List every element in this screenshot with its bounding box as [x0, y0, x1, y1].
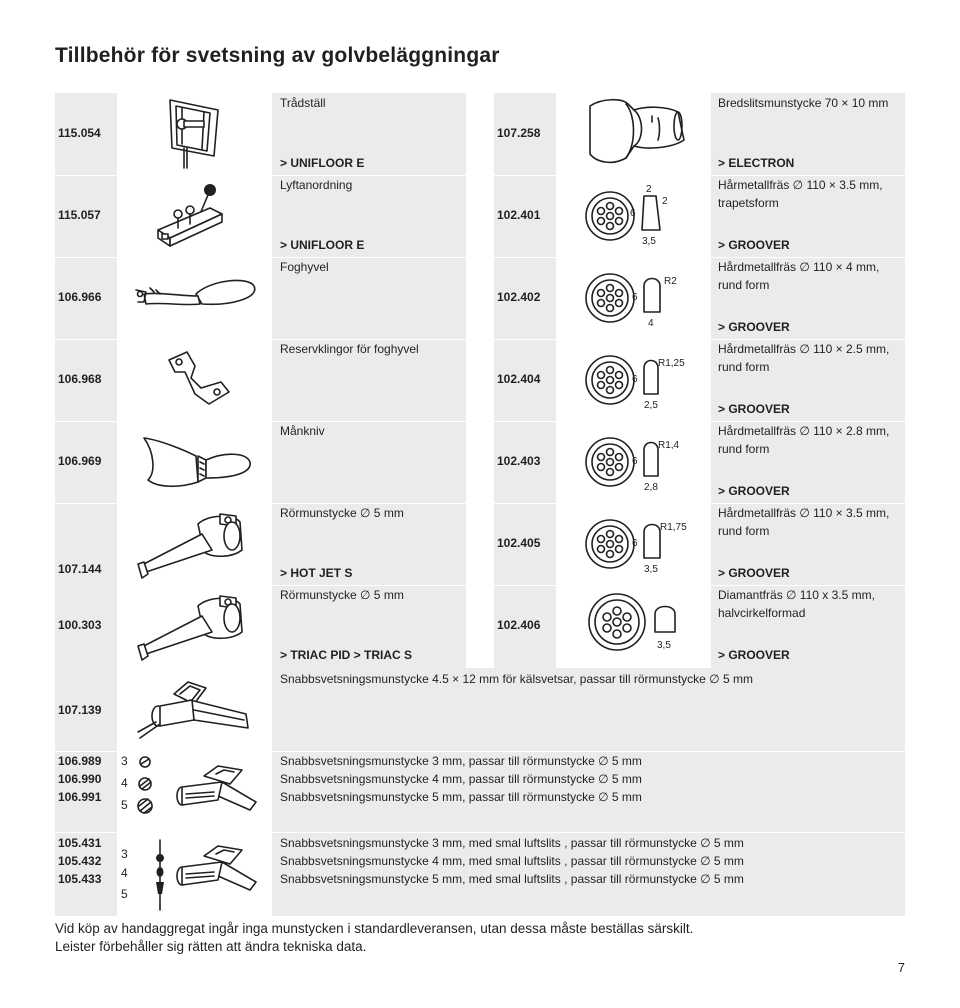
size-label: 3 [121, 754, 128, 768]
item-description: Reservklingor för foghyvel [280, 342, 419, 356]
speed-weld-nozzle-icon [170, 762, 265, 826]
lifting-device-icon [150, 180, 240, 250]
item-description: Snabbsvetsningsmunstycke 4 mm, med smal luftslits , passar till rörmunstycke ∅ 5 mm [280, 854, 744, 868]
profile-dimension: 3,5 [644, 564, 658, 575]
item-code: 107.258 [497, 126, 541, 140]
wide-slot-nozzle-icon [582, 96, 692, 172]
item-description: Hårdmetallfräs ∅ 110 × 2.5 mm, [718, 342, 890, 356]
profile-dimension: 6 [632, 292, 638, 303]
item-description-line2: rund form [718, 524, 770, 538]
compatibility-link[interactable]: > TRIAC PID > TRIAC S [280, 648, 413, 662]
profile-dimension: 3,5 [657, 640, 671, 651]
profile-dimension: R1,25 [658, 358, 685, 369]
page-number: 7 [897, 960, 905, 975]
item-code: 102.405 [497, 536, 541, 550]
profile-dimension: 6 [632, 456, 638, 467]
spare-blades-icon [165, 348, 235, 410]
item-code: 106.989 [58, 754, 102, 768]
item-description-line2: rund form [718, 442, 770, 456]
compatibility-link[interactable]: > GROOVER [718, 484, 790, 498]
item-description: Diamantfräs ∅ 110 x 3.5 mm, [718, 588, 875, 602]
item-code: 106.968 [58, 372, 102, 386]
item-description: Rörmunstycke ∅ 5 mm [280, 588, 404, 602]
cutter-disc-round-icon [580, 264, 690, 334]
item-code: 105.433 [58, 872, 102, 886]
item-description-line2: rund form [718, 360, 770, 374]
compatibility-link[interactable]: > ELECTRON [718, 156, 795, 170]
profile-dimension: 6 [632, 374, 638, 385]
item-code: 102.401 [497, 208, 541, 222]
profile-dimension: 6 [632, 538, 638, 549]
joint-plane-icon [130, 272, 260, 322]
size-label: 5 [121, 887, 128, 901]
speed-weld-nozzle-narrow-slit-icon [138, 838, 268, 914]
item-description: Månkniv [280, 424, 325, 438]
item-code: 107.144 [58, 562, 102, 576]
profile-dimension: 6 [630, 208, 636, 219]
item-code: 106.969 [58, 454, 102, 468]
item-code: 102.404 [497, 372, 541, 386]
profile-dimension: R1,4 [658, 440, 680, 451]
item-code: 102.403 [497, 454, 541, 468]
size-label: 5 [121, 798, 128, 812]
wire-stand-icon [160, 96, 230, 172]
page-title: Tillbehör för svetsning av golvbeläggningar [55, 44, 500, 67]
compatibility-link[interactable]: > UNIFLOOR E [280, 156, 365, 170]
profile-dimension: R2 [664, 276, 677, 287]
item-code: 115.057 [58, 208, 101, 222]
item-description: Snabbsvetsningsmunstycke 3 mm, passar till rörmunstycke ∅ 5 mm [280, 754, 642, 768]
item-code: 105.432 [58, 854, 102, 868]
moon-knife-icon [140, 432, 255, 494]
item-description: Hårdmetallfräs ∅ 110 × 2.8 mm, [718, 424, 890, 438]
item-code: 106.991 [58, 790, 102, 804]
speed-weld-nozzle-icon [130, 674, 260, 746]
item-description: Snabbsvetsningsmunstycke 3 mm, med smal luftslits , passar till rörmunstycke ∅ 5 mm [280, 836, 744, 850]
item-code: 107.139 [58, 703, 102, 717]
size-label: 4 [121, 776, 128, 790]
profile-dimension: 2,8 [644, 482, 658, 493]
item-code: 106.966 [58, 290, 102, 304]
tube-nozzle-icon [128, 506, 248, 584]
profile-dimension: 3,5 [642, 236, 656, 247]
item-code: 105.431 [58, 836, 102, 850]
footer-note: Leister förbehåller sig rätten att ändra tekniska data. [55, 939, 367, 954]
cutter-disc-round-icon [580, 346, 690, 416]
item-code: 100.303 [58, 618, 102, 632]
item-description: Bredslitsmunstycke 70 × 10 mm [718, 96, 889, 110]
item-description: Hårmetallfräs ∅ 110 × 3.5 mm, [718, 178, 883, 192]
cutter-disc-round-icon [580, 510, 690, 580]
item-description-line2: trapetsform [718, 196, 779, 210]
size-label: 3 [121, 847, 128, 861]
item-description-line2: halvcirkelformad [718, 606, 806, 620]
compatibility-link[interactable]: > UNIFLOOR E [280, 238, 365, 252]
cutter-disc-trapezoid-icon [580, 182, 690, 252]
item-description: Snabbsvetsningsmunstycke 5 mm, med smal luftslits , passar till rörmunstycke ∅ 5 mm [280, 872, 744, 886]
item-code: 102.402 [497, 290, 541, 304]
compatibility-link[interactable]: > GROOVER [718, 648, 790, 662]
profile-dimension: R1,75 [660, 522, 687, 533]
compatibility-link[interactable]: > GROOVER [718, 566, 790, 580]
tube-nozzle-icon [128, 588, 248, 666]
profile-dimension: 2,5 [644, 400, 658, 411]
item-description: Trådställ [280, 96, 326, 110]
item-description: Snabbsvetsningsmunstycke 4.5 × 12 mm för kälsvetsar, passar till rörmunstycke ∅ 5 mm [280, 672, 753, 686]
item-description: Foghyvel [280, 260, 329, 274]
item-code: 115.054 [58, 126, 101, 140]
item-description: Snabbsvetsningsmunstycke 4 mm, passar till rörmunstycke ∅ 5 mm [280, 772, 642, 786]
cutter-disc-round-icon [580, 428, 690, 498]
item-description: Lyftanordning [280, 178, 353, 192]
diamond-disc-icon [585, 590, 695, 660]
item-description: Rörmunstycke ∅ 5 mm [280, 506, 404, 520]
item-description: Hårdmetallfräs ∅ 110 × 3.5 mm, [718, 506, 890, 520]
profile-dimension: 2 [662, 196, 668, 207]
item-description-line2: rund form [718, 278, 770, 292]
compatibility-link[interactable]: > HOT JET S [280, 566, 353, 580]
profile-dimension: 4 [648, 318, 654, 329]
item-code: 106.990 [58, 772, 102, 786]
item-description: Snabbsvetsningsmunstycke 5 mm, passar till rörmunstycke ∅ 5 mm [280, 790, 642, 804]
item-code: 102.406 [497, 618, 541, 632]
item-description: Hårdmetallfräs ∅ 110 × 4 mm, [718, 260, 880, 274]
footer-note: Vid köp av handaggregat ingår inga munstycken i standardleveransen, utan dessa måste beställas särskilt. [55, 921, 694, 936]
size-profile-icons [136, 754, 156, 828]
profile-dimension: 2 [646, 184, 652, 195]
compatibility-link[interactable]: > GROOVER [718, 238, 790, 252]
size-label: 4 [121, 866, 128, 880]
compatibility-link[interactable]: > GROOVER [718, 402, 790, 416]
compatibility-link[interactable]: > GROOVER [718, 320, 790, 334]
